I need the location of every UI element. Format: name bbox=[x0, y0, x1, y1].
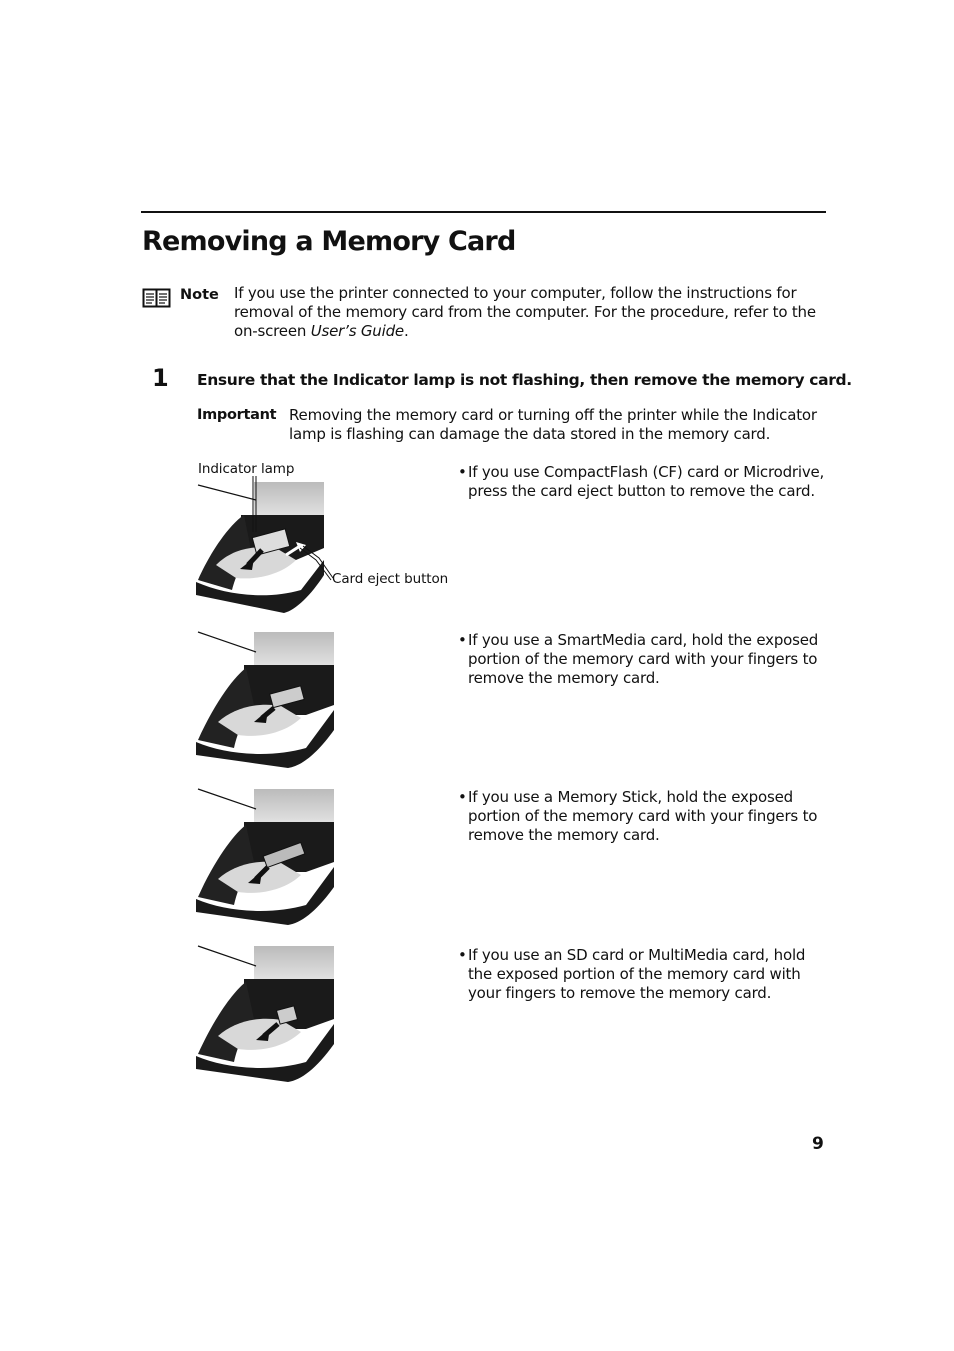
users-guide-reference: User’s Guide bbox=[310, 322, 404, 340]
note-text: If you use the printer connected to your computer, follow the instructions for removal of the memory card from the computer. For the procedure, refer to the on-screen User’s Guide. bbox=[234, 284, 816, 340]
step-instruction: Ensure that the Indicator lamp is not flashing, then remove the memory card. bbox=[197, 371, 852, 389]
bullet-smartmedia: • If you use a SmartMedia card, hold the exposed portion of the memory card with your fingers to remove the memory card. bbox=[458, 631, 819, 687]
callout-indicator-lamp: Indicator lamp bbox=[198, 461, 295, 477]
important-label: Important bbox=[197, 407, 277, 423]
header-rule bbox=[141, 211, 826, 213]
page-number: 9 bbox=[812, 1134, 824, 1154]
callout-card-eject-button: Card eject button bbox=[332, 571, 449, 587]
bullet-memory-stick: • If you use a Memory Stick, hold the exposed portion of the memory card with your fingers to remove the memory card. bbox=[458, 788, 818, 844]
smartmedia-removal-illustration bbox=[196, 630, 336, 770]
bullet-compactflash: • If you use CompactFlash (CF) card or Microdrive, press the card eject button to remove the card. bbox=[458, 463, 825, 500]
sd-card-removal-illustration bbox=[196, 944, 336, 1084]
memory-stick-removal-illustration bbox=[196, 787, 336, 927]
step-number: 1 bbox=[152, 364, 169, 392]
important-text: Removing the memory card or turning off the printer while the Indicator lamp is flashing can damage the data stored in the memory card. bbox=[289, 406, 817, 443]
compactflash-removal-illustration bbox=[196, 470, 461, 615]
book-icon bbox=[142, 288, 171, 308]
note-label: Note bbox=[180, 287, 219, 303]
bullet-sd-multimedia: • If you use an SD card or MultiMedia card, hold the exposed portion of the memory card with your fingers to remove the memory card. bbox=[458, 946, 806, 1002]
page-title: Removing a Memory Card bbox=[142, 226, 516, 257]
